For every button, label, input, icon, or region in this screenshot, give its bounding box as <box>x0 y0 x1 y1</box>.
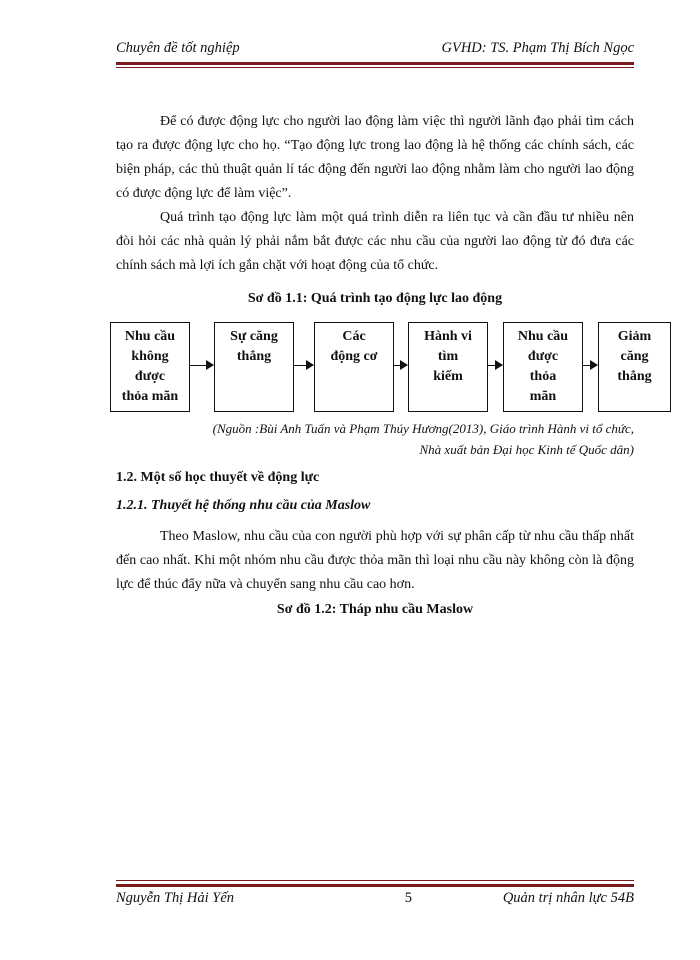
flow-step-1: Nhu cầu không được thỏa mãn <box>110 322 190 412</box>
flow-arrow <box>488 365 502 366</box>
source-line-2: Nhà xuất bản Đại học Kinh tế Quốc dân) <box>419 442 634 457</box>
header-rule <box>116 62 634 65</box>
flow-step-4: Hành vi tìm kiếm <box>408 322 488 412</box>
section-heading: 1.2. Một số học thuyết về động lực <box>116 470 320 485</box>
flow-arrow <box>394 365 407 366</box>
subsection-heading: 1.2.1. Thuyết hệ thống nhu cầu của Maslow <box>116 498 371 513</box>
flow-step-5: Nhu cầu được thỏa mãn <box>503 322 583 412</box>
footer-rule-thin <box>116 880 634 881</box>
diagram-1-caption: Sơ đồ 1.1: Quá trình tạo động lực lao động <box>247 291 503 306</box>
footer-right: Quản trị nhân lực 54B <box>502 890 634 906</box>
page-footer <box>116 890 634 907</box>
header-rule-thin <box>116 67 634 68</box>
diagram-1-source <box>213 418 634 460</box>
flow-arrow <box>190 365 213 366</box>
flow-arrow <box>583 365 597 366</box>
flow-diagram <box>110 322 671 414</box>
footer-author: Nguyễn Thị Hải Yến <box>116 890 235 906</box>
body-block-1 <box>116 110 634 278</box>
diagram-2-caption: Sơ đồ 1.2: Tháp nhu cầu Maslow <box>276 602 474 617</box>
flow-step-2: Sự căng thẳng <box>214 322 294 412</box>
footer-rule <box>116 884 634 887</box>
paragraph: Quá trình tạo động lực làm một quá trình diễn ra liên tục và cần đầu tư nhiều nên đòi hỏi các nhà quản lý phải nắm bắt được các nhu cầu của người lao động từ đó đưa các chính sách mà lợi ích gắn chặt với hoạt động của tổ chức. <box>116 210 634 273</box>
page-number: 5 <box>404 890 413 906</box>
flow-arrow <box>294 365 313 366</box>
flow-step-6: Giảm căng thẳng <box>598 322 671 412</box>
page-header <box>116 40 634 57</box>
body-block-2 <box>116 525 634 597</box>
source-line-1: (Nguồn :Bùi Anh Tuấn và Phạm Thúy Hương(2013), Giáo trình Hành vi tổ chức, <box>212 421 634 436</box>
header-left: Chuyên đề tốt nghiệp <box>116 40 240 56</box>
paragraph: Theo Maslow, nhu cầu của con người phù hợp với sự phân cấp từ nhu cầu thấp nhất đến cao nhất. Khi một nhóm nhu cầu được thỏa mãn thì loại nhu cầu này không còn là động lực để thúc đẩy nữa và chuyển sang nhu cầu cao hơn. <box>116 529 634 592</box>
flow-step-3: Các động cơ <box>314 322 394 412</box>
header-right: GVHD: TS. Phạm Thị Bích Ngọc <box>441 40 634 56</box>
paragraph: Để có được động lực cho người lao động làm việc thì người lãnh đạo phải tìm cách tạo ra được động lực cho họ. “Tạo động lực trong lao động là hệ thống các chính sách, các biện pháp, các thủ thuật quản lí tác động đến người lao động nhằm làm cho người lao động có được động lực để làm việc”. <box>116 114 634 201</box>
